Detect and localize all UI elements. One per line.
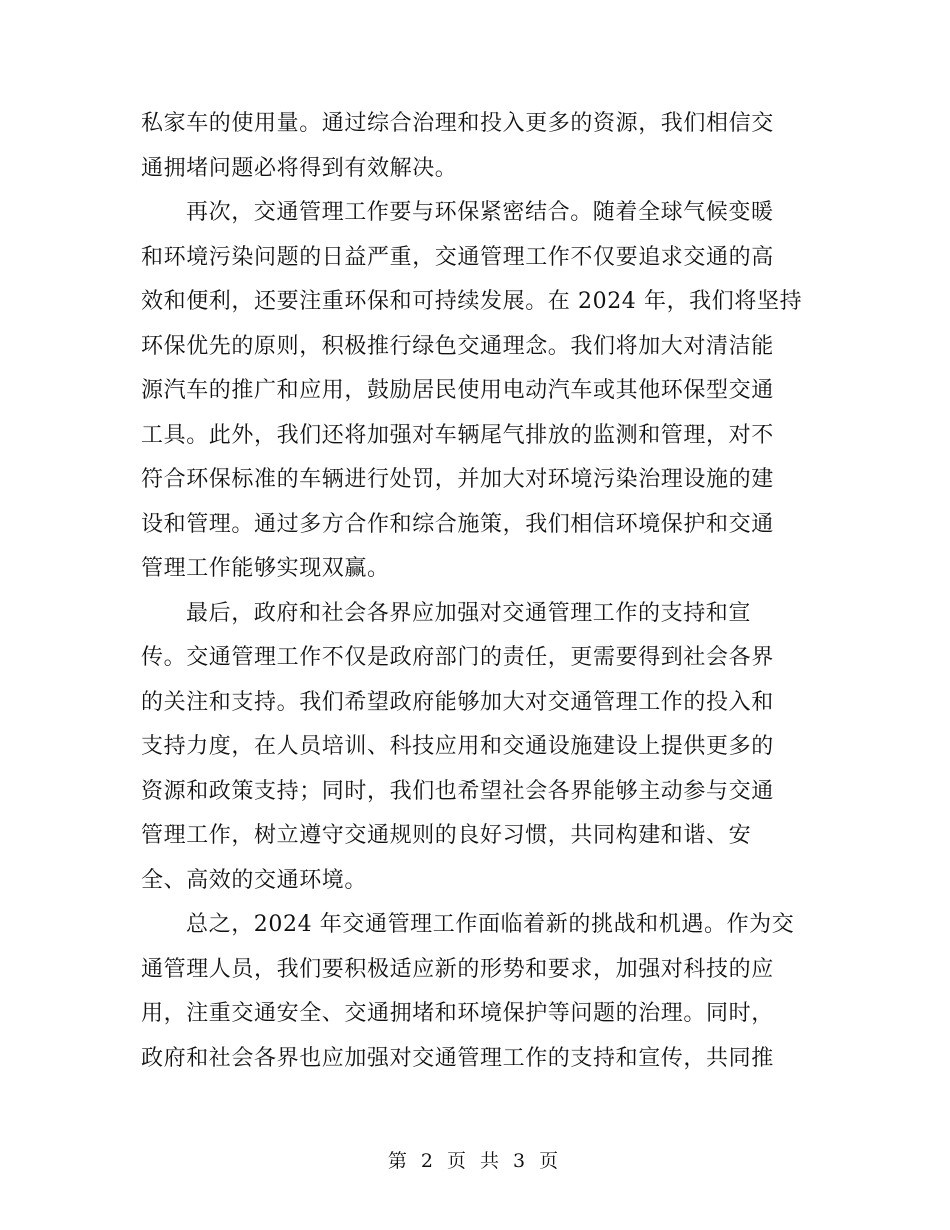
text-line: 管理工作，树立遵守交通规则的良好习惯，共同构建和谐、安 xyxy=(141,823,752,848)
text-line: 资源和政策支持；同时，我们也希望社会各界能够主动参与交通 xyxy=(141,778,774,804)
text-line: 的关注和支持。我们希望政府能够加大对交通管理工作的投入和 xyxy=(141,689,774,715)
text-line: 私家车的使用量。通过综合治理和投入更多的资源，我们相信交 xyxy=(141,111,774,136)
text-line: 源汽车的推广和应用，鼓励居民使用电动汽车或其他环保型交通 xyxy=(141,378,774,403)
text-line: 通管理人员，我们要积极适应新的形势和要求，加强对科技的应 xyxy=(141,956,774,982)
text-line: 通拥堵问题必将得到有效解决。 xyxy=(141,155,458,181)
paragraph-start-line: 最后，政府和社会各界应加强对交通管理工作的支持和宣 xyxy=(186,600,752,626)
text-line: 支持力度，在人员培训、科技应用和交通设施建设上提供更多的 xyxy=(141,734,774,759)
text-line: 效和便利，还要注重环保和可持续发展。在 2024 年，我们将坚持 xyxy=(141,289,803,314)
document-body xyxy=(141,102,809,1081)
paragraph-start-line: 总之，2024 年交通管理工作面临着新的挑战和机遇。作为交 xyxy=(186,912,795,937)
page-number-footer: 第 2 页 共 3 页 xyxy=(387,1150,563,1172)
text-line: 政府和社会各界也应加强对交通管理工作的支持和宣传，共同推 xyxy=(141,1045,774,1071)
text-line: 和环境污染问题的日益严重，交通管理工作不仅要追求交通的高 xyxy=(141,244,774,270)
paragraph-start-line: 再次，交通管理工作要与环保紧密结合。随着全球气候变暖 xyxy=(186,200,774,225)
text-line: 用，注重交通安全、交通拥堵和环境保护等问题的治理。同时， xyxy=(141,1001,774,1026)
text-line: 工具。此外，我们还将加强对车辆尾气排放的监测和管理，对不 xyxy=(141,422,774,448)
text-line: 符合环保标准的车辆进行处罚，并加大对环境污染治理设施的建 xyxy=(141,467,774,492)
text-line: 传。交通管理工作不仅是政府部门的责任，更需要得到社会各界 xyxy=(141,645,774,670)
text-line: 全、高效的交通环境。 xyxy=(141,867,368,893)
text-line: 设和管理。通过多方合作和综合施策，我们相信环境保护和交通 xyxy=(141,511,774,537)
text-line: 环保优先的原则，积极推行绿色交通理念。我们将加大对清洁能 xyxy=(141,333,774,359)
text-line: 管理工作能够实现双赢。 xyxy=(141,556,390,581)
